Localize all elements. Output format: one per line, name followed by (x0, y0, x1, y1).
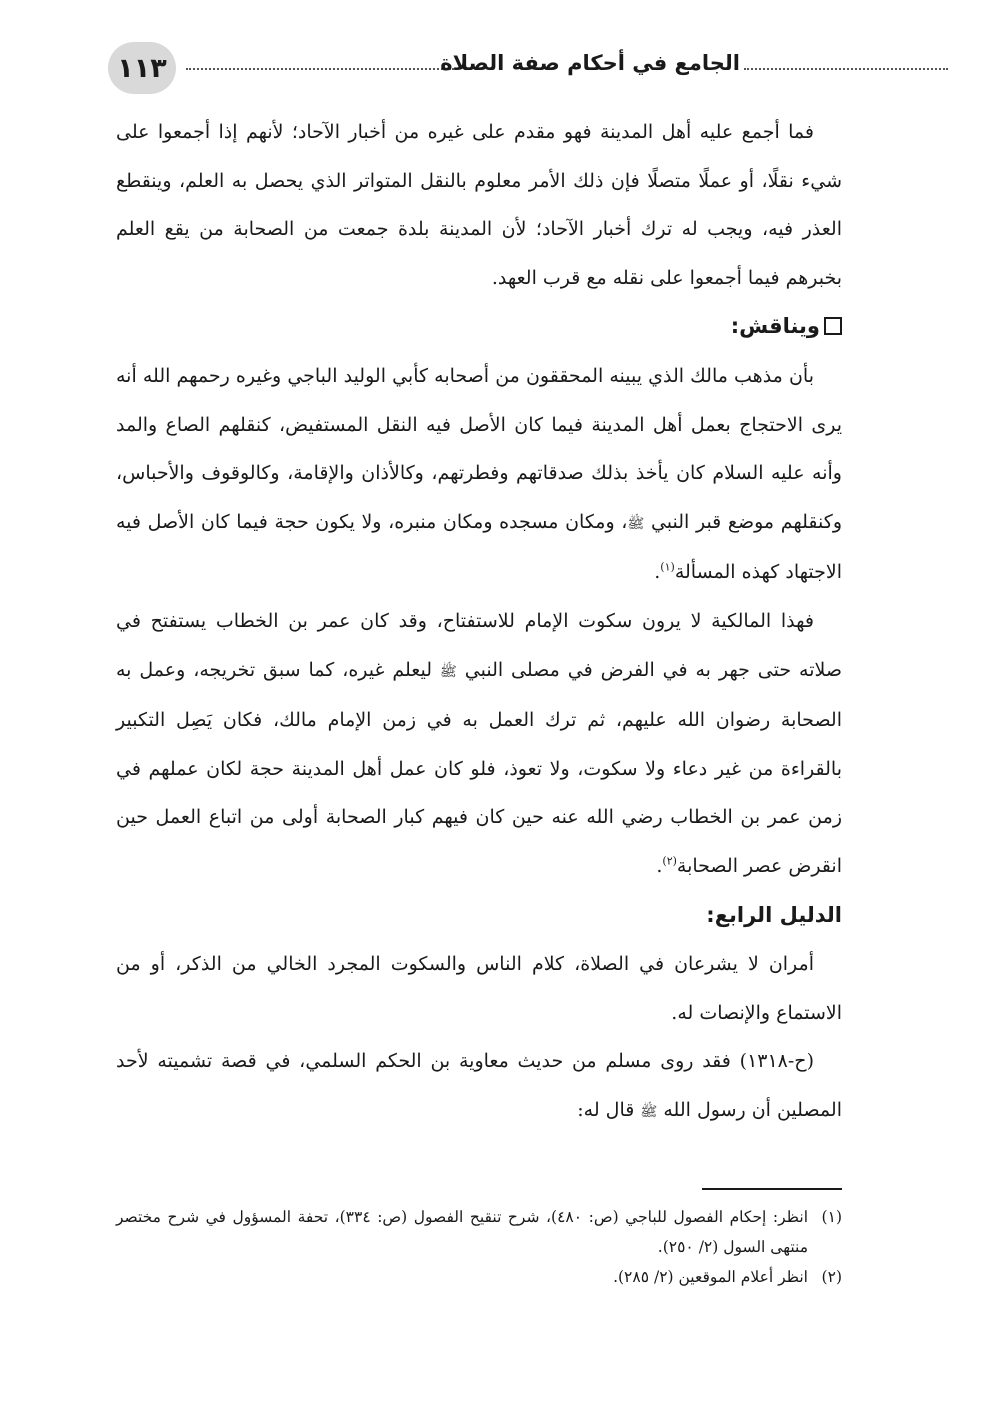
running-title: الجامع في أحكام صفة الصلاة (440, 51, 740, 75)
footnote-number: (٢) (821, 1268, 842, 1286)
heading-colon: : (706, 902, 715, 927)
honorific-glyph: ﷺ (627, 515, 645, 532)
paragraph-text: (ح-١٣١٨) فقد روى مسلم من حديث معاوية بن الحكم السلمي، في قصة تشميته لأحد المصلين أن رسول الله (116, 1050, 842, 1121)
footnote (116, 1262, 842, 1292)
page-number: ١١٣ (108, 42, 176, 94)
paragraph-text: بأن مذهب مالك الذي يبينه المحققون من أصحابه كأبي الوليد الباجي وغيره رحمهم الله أنه يرى الاحتجاج بعمل أهل المدينة فيما كان الأصل فيه النقل المستفيض، كنقلهم الصاع والمد وأنه عليه السلام كان يأخذ بذلك صدقاتهم وفطرتهم، وكالأذان والإقامة، وكالوقوف والأحباس، وكنقلهم موضع قبر النبي (116, 364, 842, 533)
paragraph: أمران لا يشرعان في الصلاة، كلام الناس والسكوت المجرد الخالي من الذكر، أو من الاستماع والإنصات له. (116, 953, 842, 1024)
heading-text: الدليل الرابع (714, 902, 842, 927)
main-text (116, 108, 842, 1136)
paragraph-text: فهذا المالكية لا يرون سكوت الإمام للاستفتاح، وقد كان عمر بن الخطاب يستفتح في صلاته حتى جهر به في الفرض في مصلى النبي (116, 609, 842, 681)
header-dotted-leader (186, 68, 454, 70)
paragraph (116, 352, 842, 597)
honorific-glyph: ﷺ (640, 1103, 658, 1120)
honorific-glyph: ﷺ (439, 663, 457, 680)
footnote-reference[interactable]: (٢) (662, 854, 677, 868)
paragraph (116, 597, 842, 891)
section-heading (116, 302, 842, 352)
footnote-text: انظر: إحكام الفصول للباجي (ص: ٤٨٠)، شرح تنقيح الفصول (ص: ٣٣٤)، تحفة المسؤول في شرح مختصر منتهى السول (٢/ ٢٥٠). (116, 1208, 808, 1256)
page-header (108, 42, 844, 98)
paragraph-text: قال له: (577, 1098, 641, 1121)
footnotes (116, 1202, 842, 1292)
footnote-separator (702, 1188, 842, 1190)
paragraph: فما أجمع عليه أهل المدينة فهو مقدم على غيره من أخبار الآحاد؛ لأنهم إذا أجمعوا على شيء نقلًا، أو عملًا متصلًا فإن ذلك الأمر معلوم بالنقل المتواتر الذي يحصل به العلم، وينقطع العذر فيه، ويجب له ترك أخبار الآحاد؛ لأن المدينة بلدة جمعت من الصحابة من يقع العلم بخبرهم فيما أجمعوا على نقله مع قرب العهد. (116, 121, 842, 289)
section-heading (116, 891, 842, 941)
checkbox-icon (824, 317, 842, 335)
sentence-end: . (656, 854, 663, 877)
heading-colon: : (730, 314, 740, 339)
sentence-end: . (654, 561, 661, 584)
footnote-text: انظر أعلام الموقعين (٢/ ٢٨٥). (613, 1268, 808, 1286)
heading-text: ويناقش (739, 314, 820, 339)
footnote (116, 1202, 842, 1262)
paragraph-text: ليعلم غيره، كما سبق تخريجه، وعمل به الصحابة رضوان الله عليهم، ثم ترك العمل به في زمن الإمام مالك، فكان يَصِل التكبير بالقراءة من غير دعاء ولا سكوت، ولا تعوذ، فلو كان عمل أهل المدينة حجة لكان عملهم في زمن عمر بن الخطاب رضي الله عنه حين كان فيهم كبار الصحابة أولى من اتباع العمل حين انقرض عصر الصحابة (116, 658, 842, 877)
footnote-number: (١) (821, 1208, 842, 1226)
paragraph (116, 1037, 842, 1136)
footnote-reference[interactable]: (١) (660, 561, 675, 575)
paragraph-text: ، ومكان مسجده ومكان منبره، ولا يكون حجة فيما كان الأصل فيه الاجتهاد كهذه المسألة (116, 510, 842, 584)
header-dotted-leader (744, 68, 948, 70)
